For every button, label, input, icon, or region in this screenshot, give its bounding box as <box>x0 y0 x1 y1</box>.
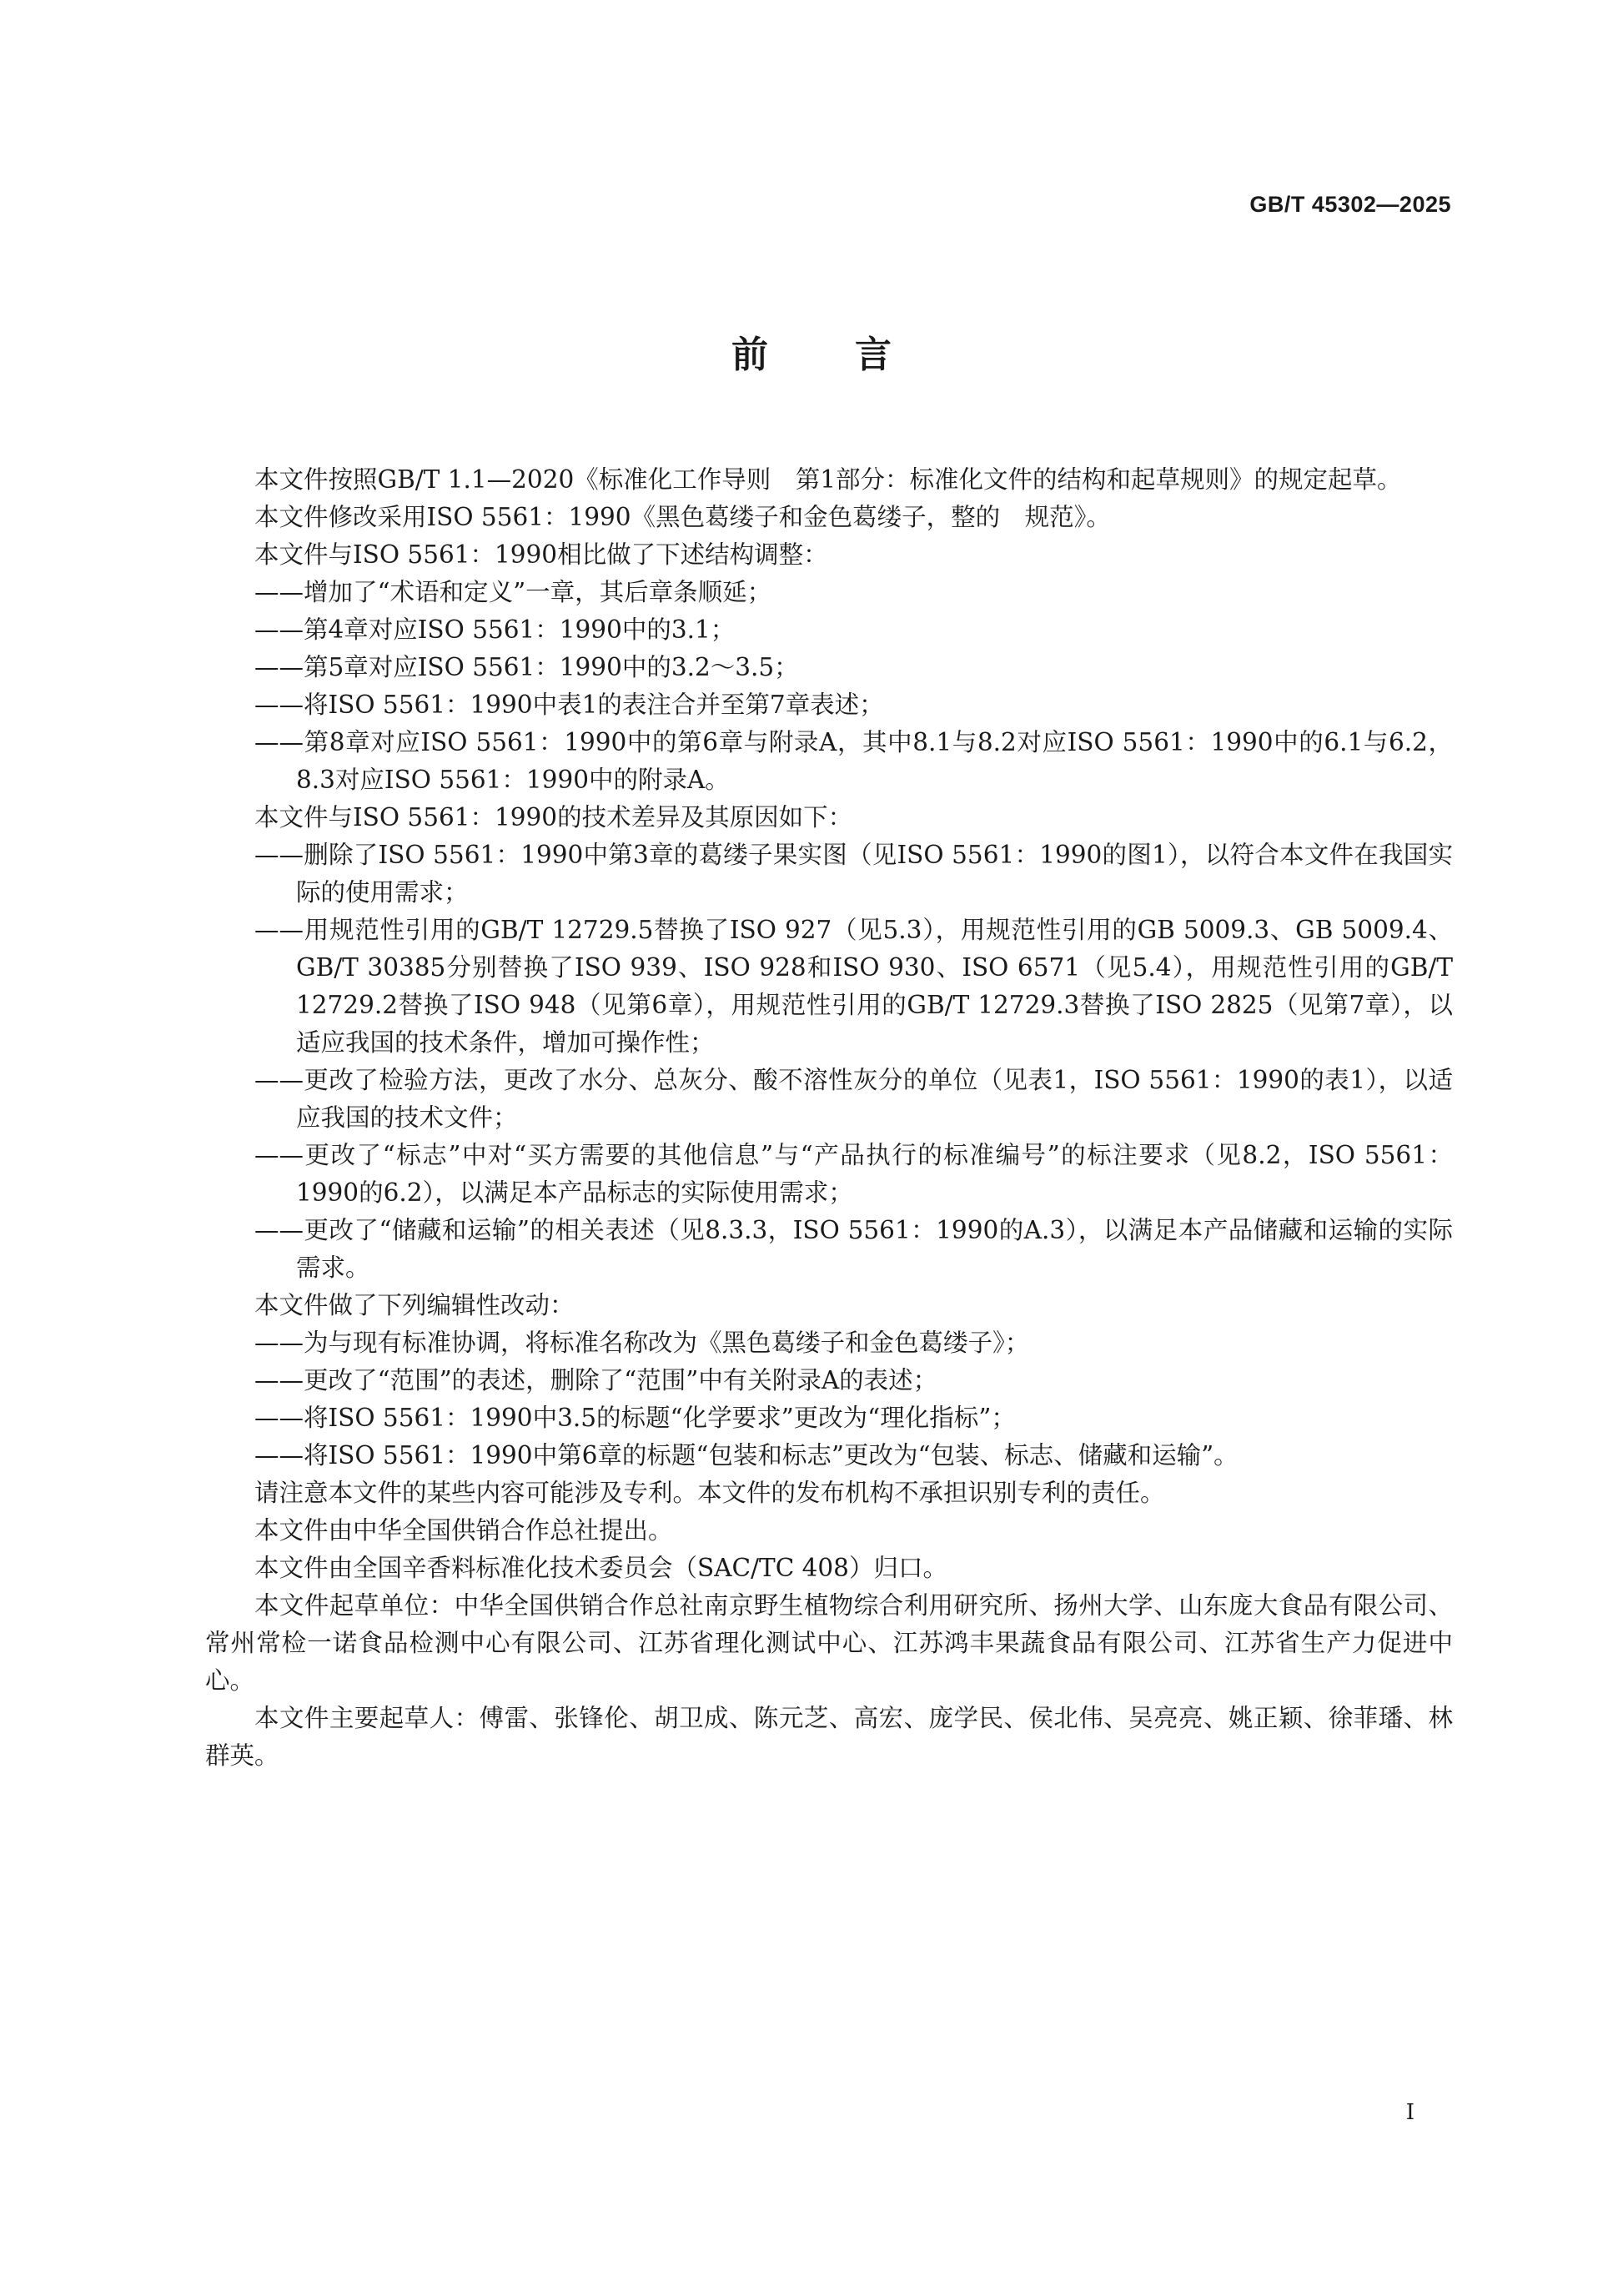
paragraph: 请注意本文件的某些内容可能涉及专利。本文件的发布机构不承担识别专利的责任。 <box>254 1479 1165 1507</box>
document-code: GB/T 45302—2025 <box>1249 192 1451 217</box>
list-item: ——将ISO 5561：1990中表1的表注合并至第7章表述； <box>254 691 884 719</box>
paragraph: 本文件按照GB/T 1.1—2020《标准化工作导则 第1部分：标准化文件的结构和起草规则》的规定起草。 <box>254 465 1402 494</box>
list-item: ——更改了“范围”的表述，删除了“范围”中有关附录A的表述； <box>254 1366 938 1394</box>
list-item: ——更改了检验方法，更改了水分、总灰分、酸不溶性灰分的单位（见表1，ISO 5561：1990的表1），以适应我国的技术文件； <box>254 1066 1453 1132</box>
list-item: ——用规范性引用的GB/T 12729.5替换了ISO 927（见5.3），用规范性引用的GB 5009.3、GB 5009.4、GB/T 30385分别替换了ISO 939、ISO 928和ISO 930、ISO 6571（见5.4），用规范性引用的GB/T 12729.2替换了ISO 948（见第6章），用规范性引用的GB/T 12729.3替换了ISO 2825（见第7章），以适应我国的技术条件，增加可操作性； <box>254 916 1453 1057</box>
paragraph: 本文件做了下列编辑性改动： <box>254 1291 575 1319</box>
list-item: ——为与现有标准协调，将标准名称改为《黑色葛缕子和金色葛缕子》； <box>254 1329 1030 1357</box>
list-item: ——将ISO 5561：1990中第6章的标题“包装和标志”更改为“包装、标志、储藏和运输”。 <box>254 1441 1239 1470</box>
page-number: I <box>1405 2100 1414 2125</box>
list-item: ——第5章对应ISO 5561：1990中的3.2～3.5； <box>254 653 799 681</box>
list-item: ——删除了ISO 5561：1990中第3章的葛缕子果实图（见ISO 5561：1990的图1），以符合本文件在我国实际的使用需求； <box>254 841 1453 907</box>
list-item: ——第8章对应ISO 5561：1990中的第6章与附录A，其中8.1与8.2对应ISO 5561：1990中的6.1与6.2，8.3对应ISO 5561：1990中的附录A。 <box>254 728 1453 794</box>
paragraph: 本文件由全国辛香料标准化技术委员会（SAC/TC 408）归口。 <box>254 1554 947 1582</box>
paragraph: 本文件与ISO 5561：1990相比做了下述结构调整： <box>254 540 828 569</box>
list-item: ——增加了“术语和定义”一章，其后章条顺延； <box>254 578 772 606</box>
list-item: ——更改了“储藏和运输”的相关表述（见8.3.3，ISO 5561：1990的A.3），以满足本产品储藏和运输的实际需求。 <box>254 1216 1453 1282</box>
paragraph: 本文件修改采用ISO 5561：1990《黑色葛缕子和金色葛缕子，整的 规范》。 <box>254 503 1111 531</box>
foreword-body <box>205 461 1453 1775</box>
list-item: ——第4章对应ISO 5561：1990中的3.1； <box>254 615 736 644</box>
paragraph: 本文件与ISO 5561：1990的技术差异及其原因如下： <box>254 803 853 831</box>
paragraph: 本文件起草单位：中华全国供销合作总社南京野生植物综合利用研究所、扬州大学、山东庞大食品有限公司、常州常检一诺食品检测中心有限公司、江苏省理化测试中心、江苏鸿丰果蔬食品有限公司、江苏省生产力促进中心。 <box>205 1591 1453 1695</box>
paragraph: 本文件主要起草人：傅雷、张锋伦、胡卫成、陈元芝、高宏、庞学民、侯北伟、吴亮亮、姚正颖、徐菲璠、林群英。 <box>205 1704 1453 1770</box>
paragraph: 本文件由中华全国供销合作总社提出。 <box>254 1516 673 1545</box>
list-item: ——更改了“标志”中对“买方需要的其他信息”与“产品执行的标准编号”的标注要求（见8.2，ISO 5561：1990的6.2），以满足本产品标志的实际使用需求； <box>254 1141 1453 1207</box>
page-title: 前言 <box>731 334 978 376</box>
list-item: ——将ISO 5561：1990中3.5的标题“化学要求”更改为“理化指标”； <box>254 1404 1016 1432</box>
